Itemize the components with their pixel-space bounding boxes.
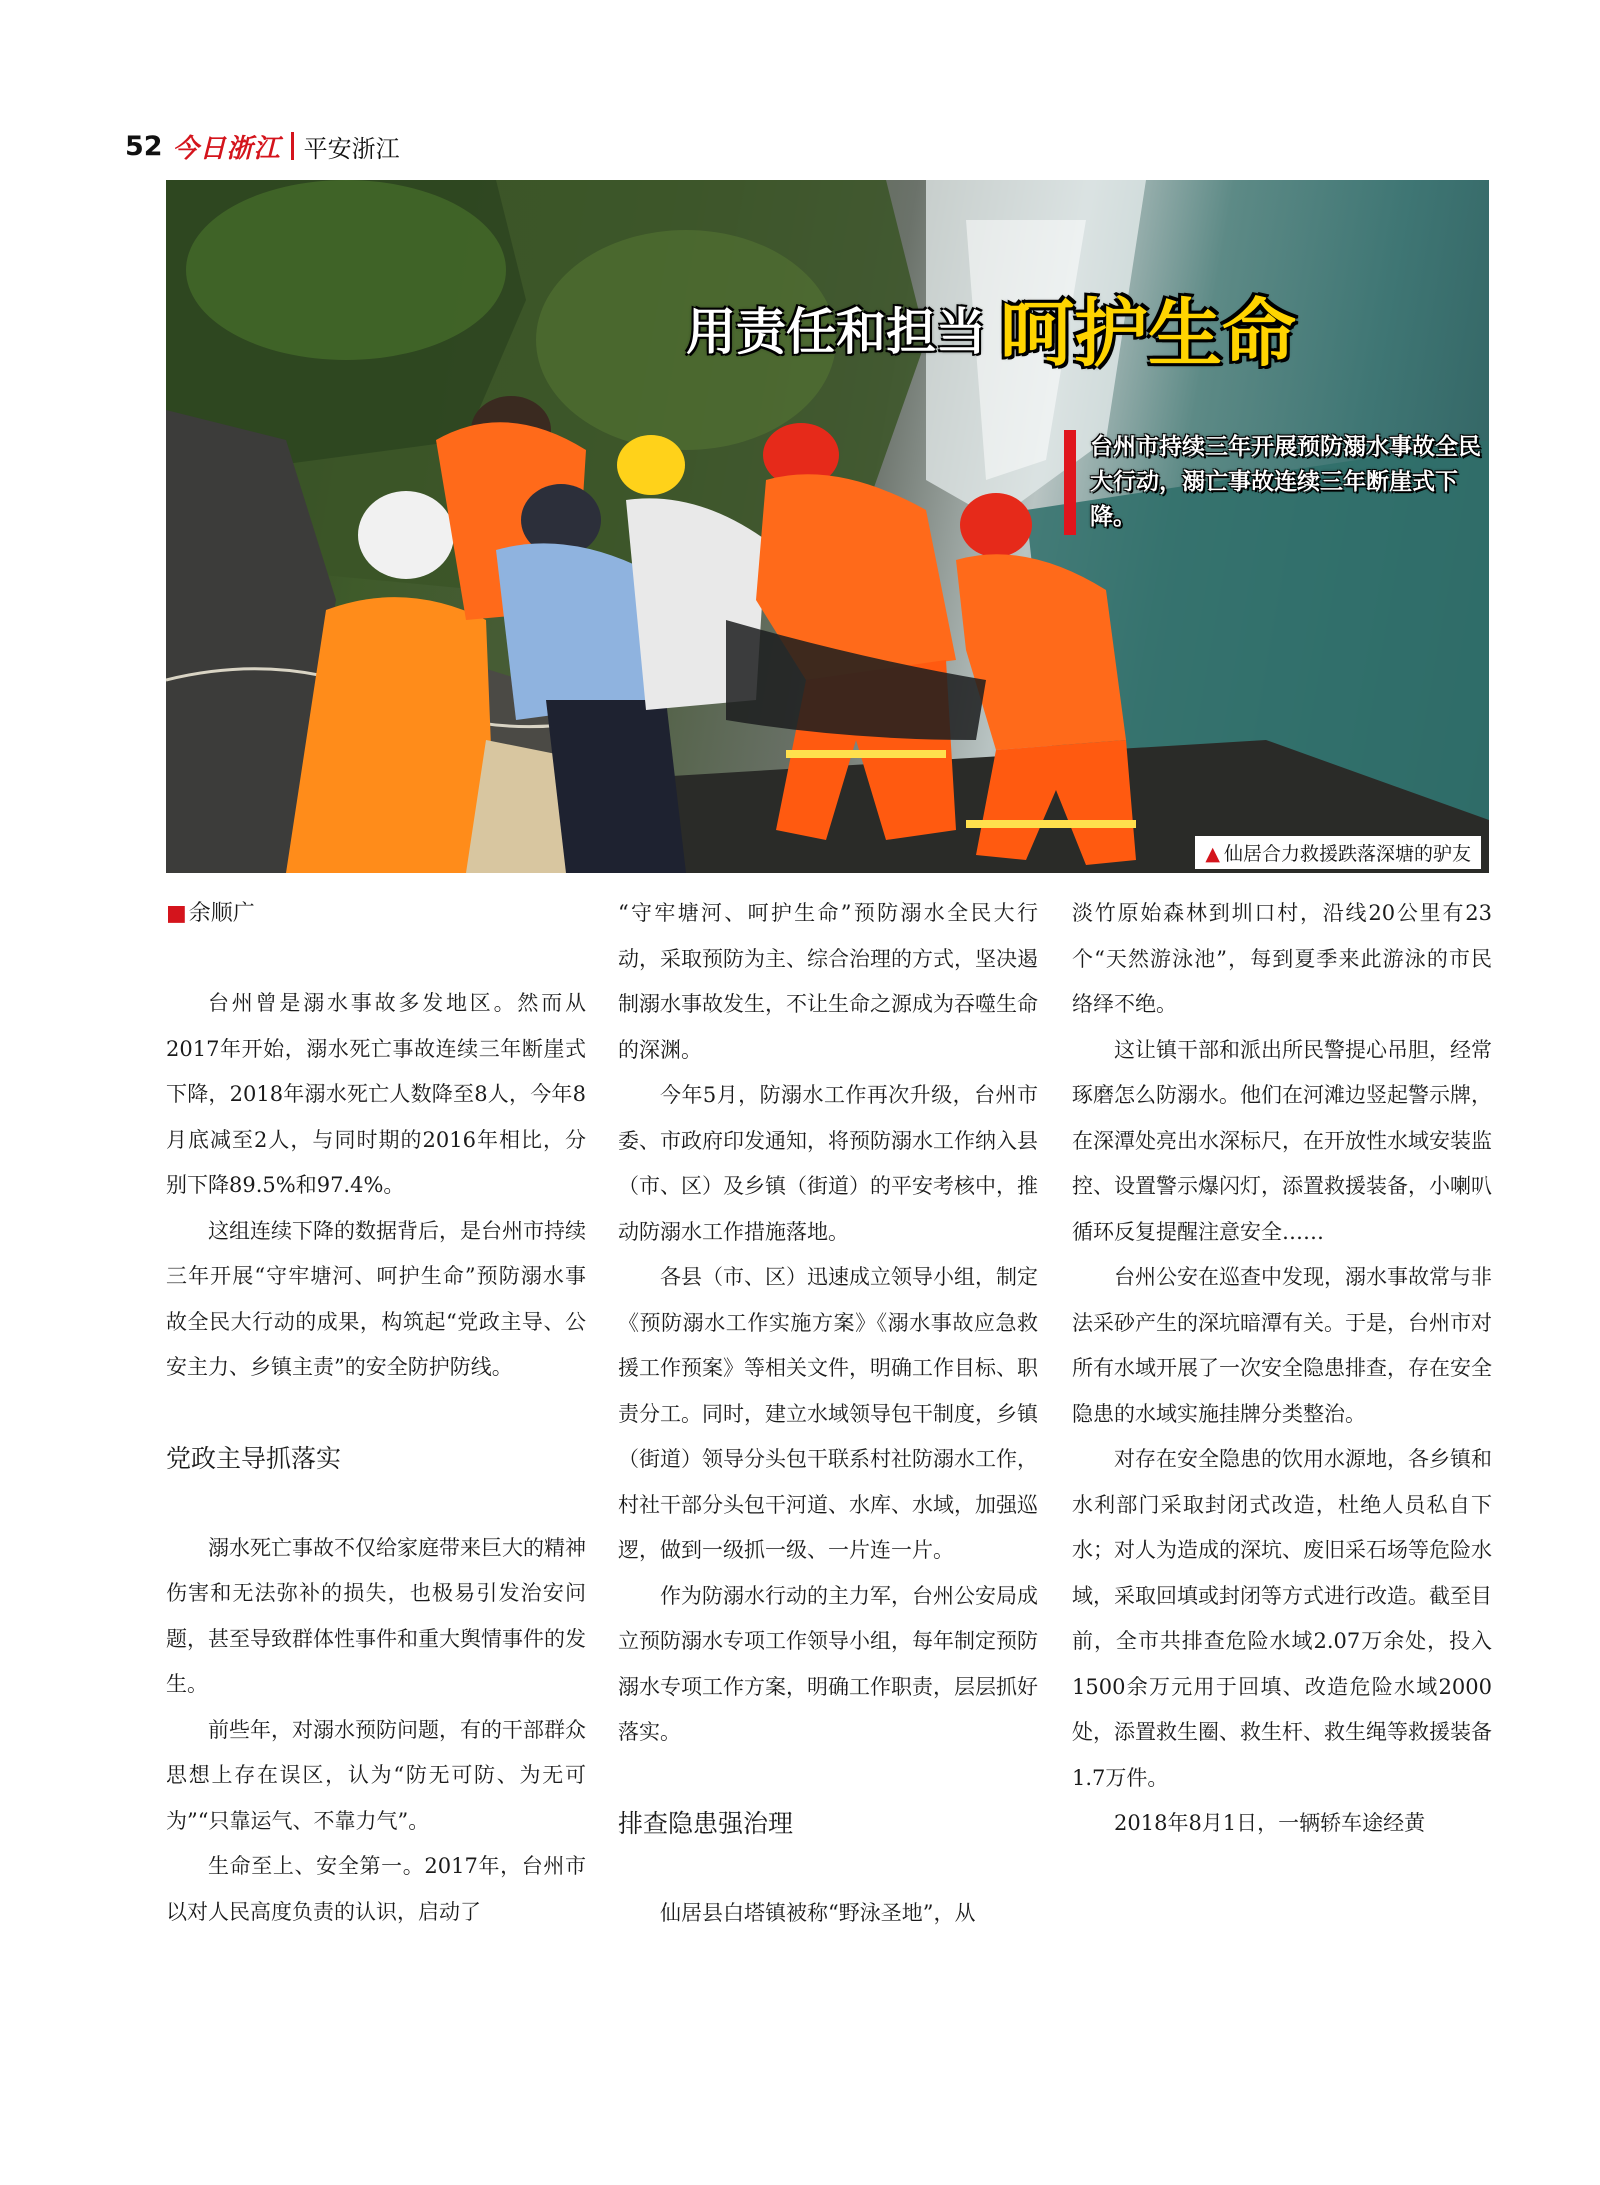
article-column-1	[166, 891, 586, 1991]
paragraph: 前些年，对溺水预防问题，有的干部群众思想上存在误区，认为“防无可防、为无可为”“只靠运气、不靠力气”。	[166, 1717, 586, 1833]
section-name: 平安浙江	[303, 134, 400, 163]
paragraph: 作为防溺水行动的主力军，台州公安局成立预防溺水专项工作领导小组，每年制定预防溺水专项工作方案，明确工作职责，层层抓好落实。	[618, 1583, 1038, 1744]
paragraph-continued: “守牢塘河、呵护生命”预防溺水全民大行动，采取预防为主、综合治理的方式，坚决遏制溺水事故发生，不让生命之源成为吞噬生命的深渊。	[618, 901, 1038, 1062]
headline	[686, 275, 1296, 381]
paragraph: 溺水死亡事故不仅给家庭带来巨大的精神伤害和无法弥补的损失，也极易引发治安问题，甚至导致群体性事件和重大舆情事件的发生。	[166, 1535, 586, 1696]
paragraph: 各县（市、区）迅速成立领导小组，制定《预防溺水工作实施方案》《溺水事故应急救援工作预案》等相关文件，明确工作目标、职责分工。同时，建立水域领导包干制度，乡镇（街道）领导分头包干联系村社防溺水工作，村社干部分头包干河道、水库、水域，加强巡逻，做到一级抓一级、一片连一片。	[618, 1265, 1038, 1562]
page-header	[125, 126, 400, 166]
triangle-up-icon: ▲	[1205, 843, 1220, 865]
page-number: 52	[125, 130, 163, 162]
paragraph: 台州公安在巡查中发现，溺水事故常与非法采砂产生的深坑暗潭有关。于是，台州市对所有水域开展了一次安全隐患排查，存在安全隐患的水域实施挂牌分类整治。	[1072, 1265, 1492, 1426]
headline-part1: 用责任和担当	[686, 303, 986, 361]
paragraph: 仙居县白塔镇被称“野泳圣地”，从	[660, 1900, 976, 1925]
paragraph: 这组连续下降的数据背后，是台州市持续三年开展“守牢塘河、呵护生命”预防溺水事故全民大行动的成果，构筑起“党政主导、公安主力、乡镇主责”的安全防护防线。	[166, 1218, 586, 1379]
byline-author: 余顺广	[188, 901, 255, 926]
paragraph: 生命至上、安全第一。2017年，台州市以对人民高度负责的认识，启动了	[166, 1854, 586, 1924]
subheading: 党政主导抓落实	[166, 1443, 342, 1473]
photo-caption	[1195, 836, 1481, 869]
caption-text: 仙居合力救援跌落深塘的驴友	[1223, 843, 1471, 865]
square-icon: ■	[166, 901, 187, 926]
paragraph-continued: 淡竹原始森林到圳口村，沿线20公里有23个“天然游泳池”，每到夏季来此游泳的市民络绎不绝。	[1072, 901, 1492, 1016]
lead-photo	[166, 180, 1489, 873]
headline-part2: 呵护生命	[1000, 291, 1296, 377]
masthead-logo: 今日浙江	[172, 133, 281, 164]
byline	[166, 891, 586, 936]
paragraph: 对存在安全隐患的饮用水源地，各乡镇和水利部门采取封闭式改造，杜绝人员私自下水；对人为造成的深坑、废旧采石场等危险水域，采取回填或封闭等方式进行改造。截至目前，全市共排查危险水域2.07万余处，投入1500余万元用于回填、改造危险水域2000处，添置救生圈、救生杆、救生绳等救援装备1.7万件。	[1072, 1447, 1492, 1790]
article-column-2	[618, 891, 1038, 1991]
subheading: 排查隐患强治理	[618, 1808, 794, 1838]
paragraph: 这让镇干部和派出所民警提心吊胆，经常琢磨怎么防溺水。他们在河滩边竖起警示牌，在深潭处亮出水深标尺，在开放性水域安装监控、设置警示爆闪灯，添置救援装备，小喇叭循环反复提醒注意安全……	[1072, 1037, 1492, 1244]
paragraph: 今年5月，防溺水工作再次升级，台州市委、市政府印发通知，将预防溺水工作纳入县（市、区）及乡镇（街道）的平安考核中，推动防溺水工作措施落地。	[618, 1083, 1038, 1244]
header-divider	[291, 132, 294, 160]
article-column-3	[1072, 891, 1492, 1991]
standfirst: 台州市持续三年开展预防溺水事故全民大行动，溺亡事故连续三年断崖式下降。	[1064, 430, 1489, 535]
paragraph: 台州曾是溺水事故多发地区。然而从2017年开始，溺水死亡事故连续三年断崖式下降，2018年溺水死亡人数降至8人，今年8月底减至2人，与同时期的2016年相比，分别下降89.5%和97.4%。	[166, 991, 586, 1197]
paragraph: 2018年8月1日，一辆轿车途经黄	[1114, 1811, 1426, 1835]
